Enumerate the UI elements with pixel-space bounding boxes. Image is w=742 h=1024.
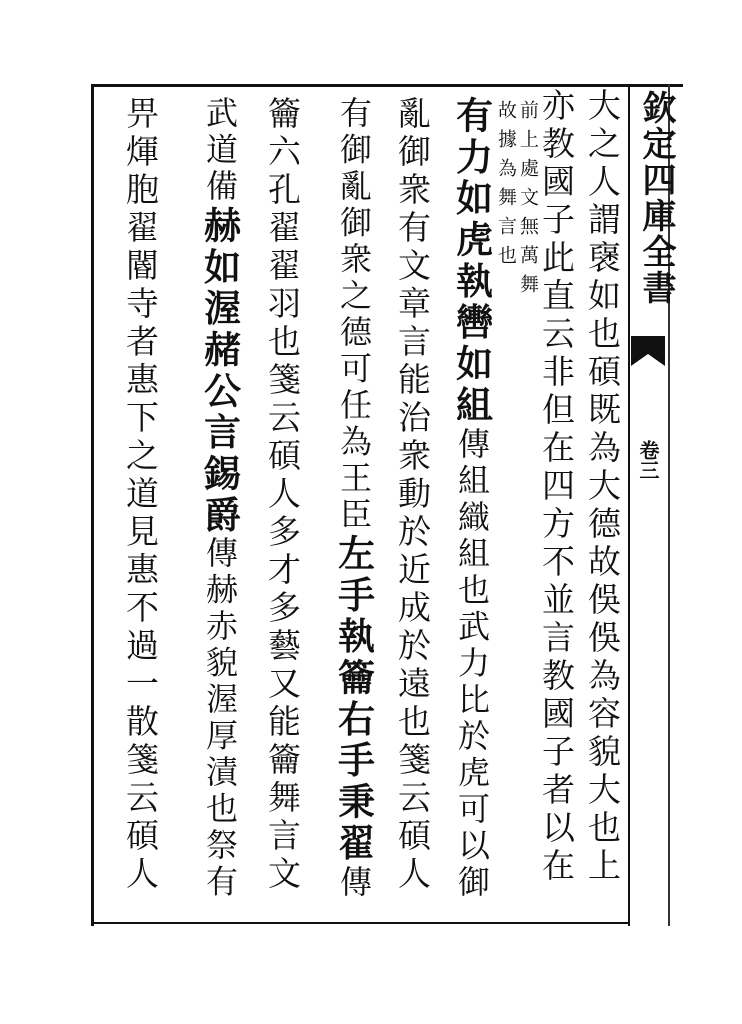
text-segment: 亂御衆有文章言能治衆動於近成於遠也箋云碩人 bbox=[393, 96, 432, 894]
text-segment: 傳 bbox=[335, 864, 373, 902]
frame-right-rule bbox=[628, 84, 630, 926]
text-column-10 bbox=[120, 96, 160, 894]
text-segment: 前上處文無萬舞 bbox=[517, 100, 539, 303]
text-column-1 bbox=[582, 88, 622, 886]
margin-volume-label: 卷三 bbox=[636, 440, 660, 480]
text-column-2 bbox=[536, 88, 576, 886]
text-segment: 亦教國子此直云非但在四方不並言教國子者以在 bbox=[537, 88, 576, 886]
text-segment: 傳組織組也武力比於虎可以御 bbox=[453, 426, 491, 902]
frame-top-rule bbox=[93, 84, 683, 87]
text-segment: 武道備 bbox=[201, 96, 239, 206]
text-column-3 bbox=[517, 100, 539, 303]
frame-bottom-rule bbox=[91, 922, 628, 924]
text-segment: 籥六孔翟翟羽也箋云碩人多才多藝又能籥舞言文 bbox=[263, 96, 302, 894]
fish-tail-mark-icon bbox=[631, 336, 665, 366]
text-column-8 bbox=[262, 96, 302, 894]
text-segment: 畀煇胞翟閽寺者惠下之道見惠不過一散箋云碩人 bbox=[121, 96, 160, 894]
text-column-9 bbox=[194, 96, 246, 901]
text-column-7 bbox=[328, 96, 380, 901]
text-segment: 左手執籥右手秉翟 bbox=[332, 534, 376, 865]
text-segment: 傳赫赤貌渥厚漬也祭有 bbox=[201, 536, 239, 902]
margin-title: 欽定四庫全書 bbox=[636, 90, 676, 306]
text-segment: 故據為舞言也 bbox=[495, 100, 517, 274]
text-column-6 bbox=[392, 96, 432, 894]
text-segment: 赫如渥赭公言錫爵 bbox=[198, 205, 242, 537]
text-segment: 有御亂御衆之德可任為王臣 bbox=[335, 96, 373, 534]
frame-left-rule bbox=[91, 84, 94, 926]
text-segment: 大之人謂襃如也碩既為大德故俁俁為容貌大也上 bbox=[583, 88, 622, 886]
text-column-4 bbox=[495, 100, 517, 274]
text-column-5 bbox=[446, 96, 498, 901]
text-segment: 有力如虎執轡如組 bbox=[450, 96, 494, 427]
